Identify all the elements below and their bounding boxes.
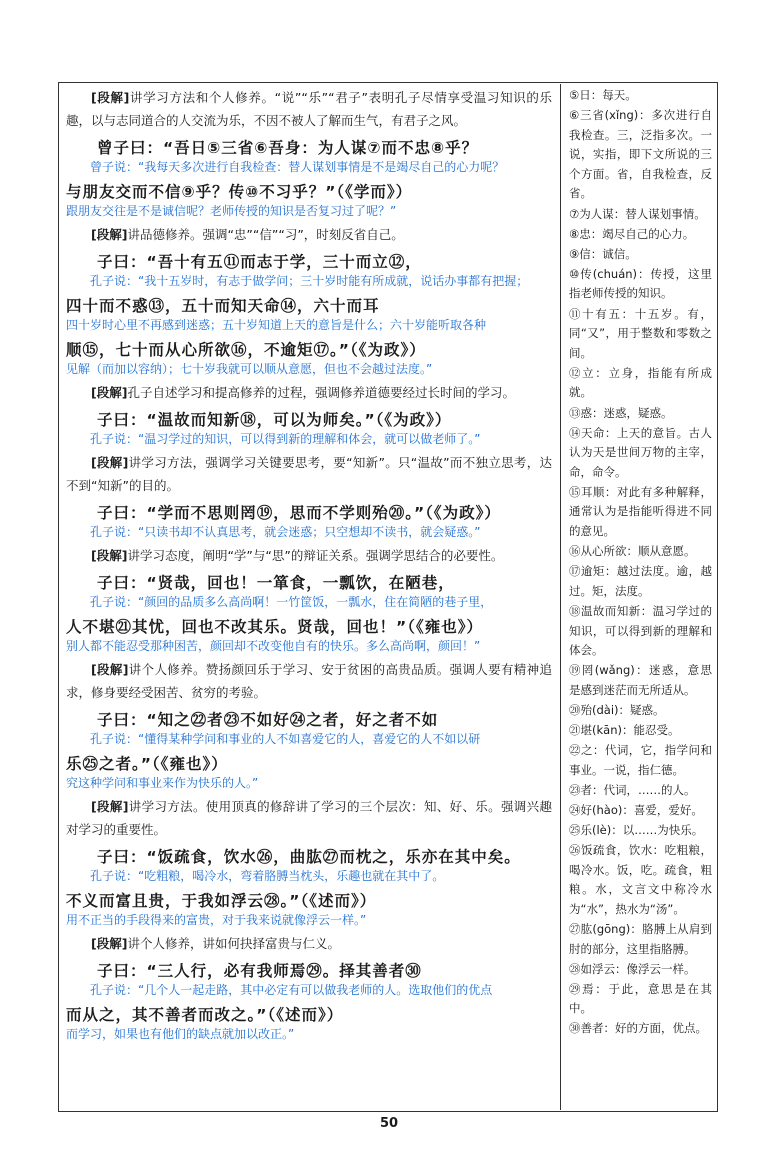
commentary-tag: [段解]: [91, 227, 128, 242]
page-number: 50: [379, 1116, 399, 1131]
translation-line: 跟朋友交往是不是诚信呢？老师传授的知识是否复习过了呢？”: [66, 204, 397, 218]
section-commentary: [66, 223, 552, 246]
annotation-note: ㉒之：代词，它，指学问和事业。一说，指仁德。: [569, 743, 712, 777]
annotation-note: ⑳殆(dài)：疑惑。: [569, 702, 665, 717]
annotation-note: ⑥三省(xǐng)：多次进行自我检查。三，泛指多次。一说，实指，即下文所说的三个方面。省，自我检查，反省。: [569, 108, 712, 201]
annotation-note: ㉙焉：于此，意思是在其中。: [569, 981, 712, 1016]
commentary-text: 讲学习方法。使用顶真的修辞讲了学习的三个层次：知、好、乐。强调兴趣对学习的重要性。: [66, 799, 552, 837]
commentary-tag: [段解]: [91, 799, 129, 814]
annotation-note: ㉘如浮云：像浮云一样。: [569, 961, 696, 976]
annotation-note: ⑩传(chuán)：传授，这里指老师传授的知识。: [569, 266, 712, 301]
annotation-note: ⑱温故而知新：温习学过的知识，可以得到新的理解和体会。: [569, 603, 712, 658]
original-text-line: 乐㉕之者。”（《雍也》）: [66, 755, 228, 773]
annotation-note: ⑪十有五：十五岁。有，同“又”，用于整数和零数之间。: [569, 306, 712, 360]
commentary-text: 讲学习态度，阐明“学”与“思”的辩证关系。强调学思结合的必要性。: [127, 548, 504, 563]
commentary-text: 讲学习方法，强调学习关键要思考，要“知新”。只“温故”而不独立思考，达不到“知新”的目的。: [66, 455, 552, 493]
annotation-note: ⑬惑：迷惑，疑惑。: [569, 405, 673, 420]
section-commentary: [66, 381, 552, 404]
annotation-note: ㉑堪(kān)：能忍受。: [569, 723, 680, 737]
commentary-text: 孔子自述学习和提高修养的过程，强调修养道德要经过长时间的学习。: [127, 385, 515, 400]
translation-line: 曾子说：“我每天多次进行自我检查：替人谋划事情是不是竭尽自己的心力呢？: [90, 160, 505, 174]
translation-line: 四十岁时心里不再感到迷惑；五十岁知道上天的意旨是什么；六十岁能听取各种: [66, 318, 487, 332]
translation-line: 孔子说：“我十五岁时，有志于做学问；三十岁时能有所成就，说话办事都有把握；: [90, 274, 529, 288]
annotation-note: ㉔好(hào)：喜爱，爱好。: [569, 802, 703, 817]
annotation-note: ⑫立：立身，指能有所成就。: [569, 365, 712, 400]
section-commentary: [66, 544, 552, 567]
annotation-column: [560, 84, 716, 1110]
translation-line: 究这种学问和事业来作为快乐的人。”: [66, 776, 259, 790]
annotation-note: ⑮耳顺：对此有多种解释，通常认为是指能听得进不同的意见。: [569, 484, 712, 539]
original-text-line: 不义而富且贵，于我如浮云㉘。”（《述而》）: [66, 892, 377, 910]
commentary-text: 讲个人修养，讲如何抉择富贵与仁义。: [127, 936, 340, 951]
original-text-line: 子曰：“温故而知新⑱，可以为师矣。”（《为政》）: [97, 411, 452, 429]
original-text-line: 人不堪㉑其忧，回也不改其乐。贤哉，回也！”（《雍也》）: [66, 618, 483, 636]
original-text-line: 曾子曰：“吾日⑤三省⑥吾身：为人谋⑦而不忠⑧乎？: [97, 139, 479, 157]
annotation-note: ⑨信：诚信。: [569, 246, 637, 261]
translation-line: 孔子说：“颜回的品质多么高尚啊！一竹筐饭，一瓢水，住在简陋的巷子里，: [90, 595, 493, 609]
annotation-note: ㉗肱(gōng)：胳膊上从肩到肘的部分，这里指胳膊。: [569, 921, 712, 956]
original-text-line: 子曰：“饭疏食，饮水㉖，曲肱㉗而枕之，乐亦在其中矣。: [97, 848, 521, 866]
commentary-tag: [段解]: [91, 385, 128, 400]
original-text-line: 子曰：“贤哉，回也！一箪食，一瓢饮，在陋巷，: [97, 574, 455, 592]
section-commentary: [66, 658, 552, 704]
main-text-column: [60, 84, 558, 1110]
original-text-line: 子曰：“学而不思则罔⑲，思而不学则殆⑳。”（《为政》）: [97, 504, 501, 522]
annotation-note: ⑰逾矩：越过法度。逾，越过。矩，法度。: [569, 564, 712, 598]
annotation-note: ⑲罔(wǎng)：迷惑，意思是感到迷茫而无所适从。: [569, 663, 712, 697]
translation-line: 孔子说：“几个人一起走路，其中必定有可以做我老师的人。选取他们的优点: [90, 983, 493, 997]
annotation-note: ⑦为人谋：替人谋划事情。: [569, 206, 706, 221]
annotation-note: ⑯从心所欲：顺从意愿。: [569, 544, 696, 559]
commentary-text: 讲学习方法和个人修养。“说”“乐”“君子”表明孔子尽情享受温习知识的乐趣，以与志同道合的人交流为乐，不因不被人了解而生气，有君子之风。: [66, 90, 553, 128]
commentary-tag: [段解]: [91, 90, 130, 105]
annotation-note: ⑭天命：上天的意旨。古人认为天是世间万物的主宰，命，命令。: [569, 425, 712, 479]
annotation-note: ㉚善者：好的方面，优点。: [569, 1021, 707, 1036]
annotation-note: ㉓者：代词，……的人。: [569, 782, 696, 797]
annotation-note: ⑧忠：竭尽自己的心力。: [569, 226, 695, 241]
original-text-line: 子曰：“三人行，必有我师焉㉙。择其善者㉚: [97, 962, 422, 980]
translation-line: 孔子说：“吃粗粮，喝冷水，弯着胳膊当枕头，乐趣也就在其中了。: [90, 869, 445, 883]
section-commentary: [66, 451, 552, 497]
section-commentary: [66, 795, 552, 841]
commentary-tag: [段解]: [91, 936, 128, 951]
original-text-line: 四十而不惑⑬，五十而知天命⑭，六十而耳: [66, 297, 380, 315]
translation-line: 孔子说：“只读书却不认真思考，就会迷惑；只空想却不读书，就会疑惑。”: [90, 525, 481, 539]
commentary-tag: [段解]: [91, 455, 129, 470]
translation-line: 孔子说：“懂得某种学问和事业的人不如喜爱它的人，喜爱它的人不如以研: [90, 732, 481, 746]
annotation-note: ㉕乐(lè)：以……为快乐。: [569, 822, 704, 837]
original-text-line: 与朋友交而不信⑨乎？传⑩不习乎？”（《学而》）: [66, 183, 413, 201]
original-text-line: 子曰：“知之㉒者㉓不如好㉔之者，好之者不如: [97, 711, 439, 729]
commentary-tag: [段解]: [91, 548, 128, 563]
commentary-text: 讲个人修养。赞扬颜回乐于学习、安于贫困的高贵品质。强调人要有精神追求，修身要经受困苦、贫穷的考验。: [66, 662, 552, 700]
original-text-line: 子曰：“吾十有五⑪而志于学，三十而立⑫，: [97, 253, 422, 271]
section-commentary: [66, 932, 552, 955]
translation-line: 见解（而加以容纳）；七十岁我就可以顺从意愿，但也不会越过法度。”: [66, 362, 433, 376]
translation-line: 别人都不能忍受那种困苦，颜回却不改变他自有的快乐。多么高尚啊，颜回！”: [66, 639, 481, 653]
section-commentary: [66, 86, 552, 132]
commentary-tag: [段解]: [91, 662, 129, 677]
translation-line: 用不正当的手段得来的富贵，对于我来说就像浮云一样。”: [66, 913, 367, 927]
commentary-text: 讲品德修养。强调“忠”“信”“习”，时刻反省自己。: [127, 227, 404, 242]
translation-line: 孔子说：“温习学过的知识，可以得到新的理解和体会，就可以做老师了。”: [90, 432, 481, 446]
translation-line: 而学习，如果也有他们的缺点就加以改正。”: [66, 1027, 295, 1041]
original-text-line: 顺⑮，七十而从心所欲⑯，不逾矩⑰。”（《为政》）: [66, 341, 426, 359]
annotation-note: ㉖饭疏食，饮水：吃粗粮，喝冷水。饭，吃。疏食，粗粮。水，文言文中称冷水为“水”，热水为“汤”。: [569, 843, 712, 916]
original-text-line: 而从之，其不善者而改之。”（《述而》）: [66, 1006, 344, 1024]
annotation-note: ⑤日：每天。: [569, 88, 637, 102]
